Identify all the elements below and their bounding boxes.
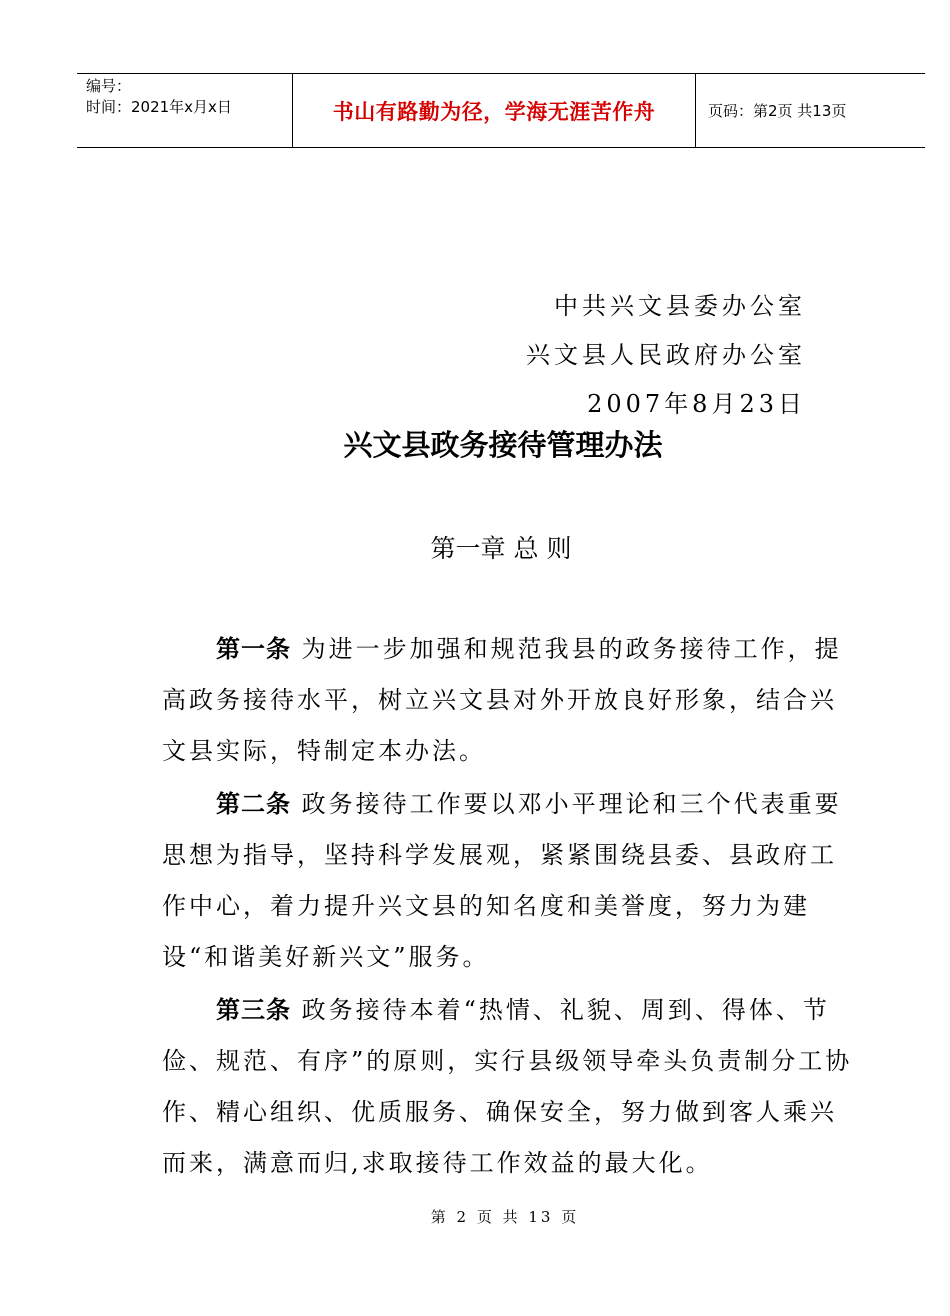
article-label: 第三条 [216, 996, 291, 1024]
issuer-government-office: 兴文县人民政府办公室 [526, 341, 806, 369]
document-number-label: 编号： [86, 77, 132, 95]
header-page-cell [696, 74, 925, 147]
article-text: 政务接待工作要以邓小平理论和三个代表重要思想为指导，坚持科学发展观，紧紧围绕县委、县政府工作中心，着力提升兴文县的知名度和美誉度，努力为建设“和谐美好新兴文”服务。 [162, 790, 842, 971]
document-body [162, 624, 862, 1189]
document-time-label: 时间：2021年x月x日 [86, 98, 232, 116]
issue-date: 2007年8月23日 [587, 390, 806, 418]
article-paragraph [162, 985, 862, 1189]
header-motto-cell [293, 74, 696, 147]
issuer-party-office: 中共兴文县委办公室 [554, 292, 806, 320]
article-paragraph [162, 779, 862, 983]
page-footer: 第 2 页 共 13 页 [430, 1208, 580, 1226]
document-title: 兴文县政务接待管理办法 [343, 428, 663, 462]
article-label: 第一条 [216, 635, 291, 663]
article-text: 政务接待本着“热情、礼貌、周到、得体、节俭、规范、有序”的原则，实行县级领导牵头负责制分工协作、精心组织、优质服务、确保安全，努力做到客人乘兴而来，满意而归,求取接待工作效益的最大化。 [162, 996, 853, 1177]
header-meta [77, 74, 293, 147]
article-label: 第二条 [216, 790, 291, 818]
header-motto: 书山有路勤为径，学海无涯苦作舟 [332, 99, 656, 124]
header-page-info: 页码：第2页 共13页 [708, 102, 847, 120]
chapter-heading: 第一章 总 则 [430, 534, 572, 563]
page-header [77, 73, 925, 148]
article-text: 为进一步加强和规范我县的政务接待工作，提高政务接待水平，树立兴文县对外开放良好形象，结合兴文县实际，特制定本办法。 [162, 635, 842, 765]
article-paragraph [162, 624, 862, 777]
issuing-offices [526, 282, 806, 429]
